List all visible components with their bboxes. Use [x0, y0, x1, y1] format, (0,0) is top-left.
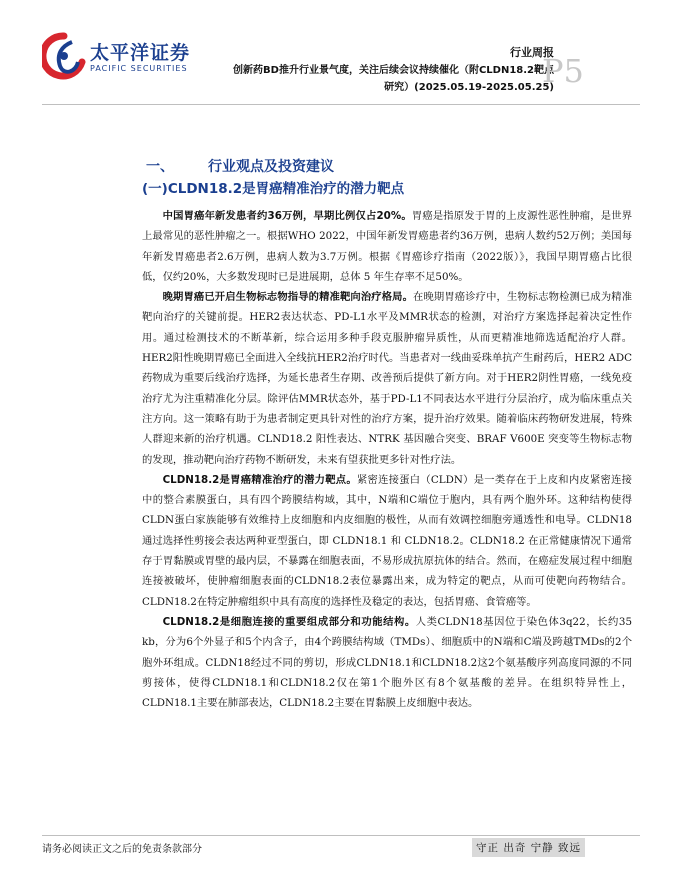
- header-divider: [42, 104, 640, 105]
- report-title: 创新药BD推升行业景气度，关注后续会议持续催化（附CLDN18.2靶点研究）(2025.05.19-2025.05.25): [233, 65, 554, 93]
- main-content: [142, 156, 632, 713]
- footer-disclaimer: 请务必阅读正文之后的免责条款部分: [42, 844, 202, 855]
- logo-emblem-icon: [42, 32, 86, 80]
- paragraph-lead: CLDN18.2是细胞连接的重要组成部分和功能结构。: [162, 615, 416, 628]
- company-logo: [42, 32, 232, 82]
- paragraph: [142, 287, 632, 470]
- paragraph-lead: CLDN18.2是胃癌精准治疗的潜力靶点。: [162, 473, 357, 486]
- section-heading: [142, 156, 632, 178]
- footer-motto: 守正 出奇 宁静 致远: [472, 838, 585, 857]
- paragraph-lead: 中国胃癌年新发患者约36万例，早期比例仅占20%。: [162, 210, 412, 222]
- paragraph-text: 在晚期胃癌诊疗中，生物标志物检测已成为精准靶向治疗的关键前提。HER2表达状态、PD-L1水平及MMR状态的检测，对治疗方案选择起着决定性作用。通过检测技术的不断革新，综合运用多种手段克服肿瘤异质性，从而更精准地筛选适配治疗人群。HER2阳性晚期胃癌已全面进入全线抗HER2治疗时代。当患者对一线曲妥珠单抗产生耐药后，HER2 ADC 药物成为重要后线治疗选择，为延长患者生存期、改善预后提供了新方向。对于HER2阴性胃癌，一线免疫治疗尤为注重精准化分层。除评估MMR状态外，基于PD-L1不同表达水平进行分层治疗，成为临床重点关注方向。这一策略有助于为患者制定更具针对性的治疗方案，提升治疗效果。随着临床药物研发进展，特殊人群迎来新的治疗机遇。CLND18.2 阳性表达、NTRK 基因融合突变、BRAF V600E 突变等生物标志物的发现，推动靶向治疗药物不断研发，未来有望获批更多针对性疗法。: [142, 291, 633, 466]
- paragraph: [142, 470, 632, 612]
- subsection-heading: (一)CLDN18.2是胃癌精准治疗的潜力靶点: [142, 181, 405, 197]
- report-type: 行业周报: [510, 46, 554, 59]
- paragraph-text: 胃癌是指原发于胃的上皮源性恶性肿瘤，是世界上最常见的恶性肿瘤之一。根据WHO 2022，中国年新发胃癌患者约36万例，患病人数约52万例；美国每年新发胃癌患者2.6万例，患病人数为3.7万例。根据《胃癌诊疗指南（2022版）》，我国早期胃癌占比很低，仅约20%，大多数发现时已是进展期，总体 5 年生存率不足50%。: [142, 210, 632, 283]
- logo-english-name: PACIFIC SECURITIES: [90, 64, 188, 73]
- paragraph: [142, 612, 632, 713]
- footer-divider: [42, 835, 640, 836]
- paragraph: [142, 206, 632, 287]
- section-title: 行业观点及投资建议: [208, 159, 334, 175]
- logo-chinese-name: 太平洋证券: [90, 42, 191, 64]
- page-number: P5: [542, 52, 584, 90]
- section-number: 一、: [146, 159, 174, 175]
- page-header: [0, 0, 681, 105]
- paragraph-text: 人类CLDN18基因位于染色体3q22，长约35 kb，分为6个外显子和5个内含子，由4个跨膜结构域（TMDs）、细胞质中的N端和C端及跨越TMDs的2个胞外环组成。CLDN18经过不同的剪切，形成CLDN18.1和CLDN18.2这2个氨基酸序列高度同源的不同剪接体，使得CLDN18.1和CLDN18.2仅在第1个胞外区有8个氨基酸的差异。在组织特异性上，CLDN18.1主要在肺部表达，CLDN18.2主要在胃黏膜上皮细胞中表达。: [142, 615, 632, 710]
- paragraph-lead: 晚期胃癌已开启生物标志物指导的精准靶向治疗格局。: [162, 291, 414, 304]
- paragraph-text: 紧密连接蛋白（CLDN）是一类存在于上皮和内皮紧密连接中的整合素膜蛋白，具有四个跨膜结构域，其中，N端和C端位于胞内，具有两个胞外环。这种结构使得CLDN蛋白家族能够有效维持上皮细胞和内皮细胞的极性，从而有效调控细胞旁通透性和电导。CLDN18 通过选择性剪接会表达两种亚型蛋白，即 CLDN18.1 和 CLDN18.2。CLDN18.2 在正常健康情况下通常存于胃黏膜或胃壁的最内层，不暴露在细胞表面，不易形成抗原抗体的结合。然而，在癌症发展过程中细胞连接被破坏，使肿瘤细胞表面的CLDN18.2表位暴露出来，成为特定的靶点，从而可使靶向药物结合。CLDN18.2在特定肿瘤组织中具有高度的选择性及稳定的表达，包括胃癌、食管癌等。: [142, 473, 632, 608]
